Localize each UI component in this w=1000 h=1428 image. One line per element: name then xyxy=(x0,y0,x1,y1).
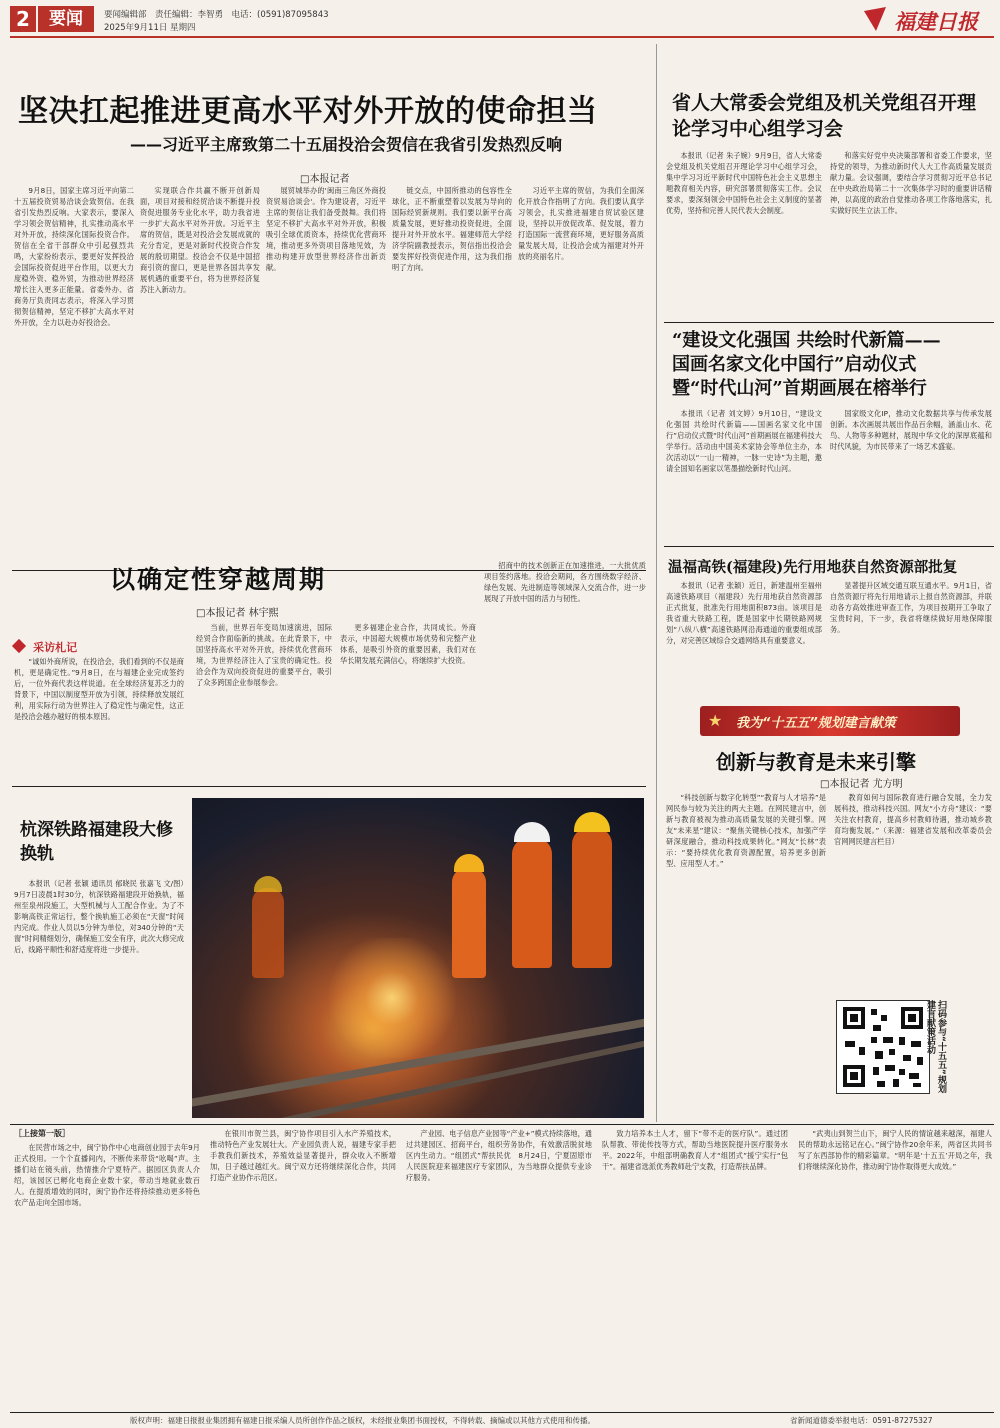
culture-headline-1: “建设文化强国 共绘时代新篇—— xyxy=(672,330,941,351)
cycle-byline: □本报记者 林宇熙 xyxy=(196,608,279,619)
cycle-headline: 以确定性穿越周期 xyxy=(110,565,327,594)
culture-rule xyxy=(664,546,994,547)
rail-photo-text: 本报讯（记者 张颖 通讯员 郁晓民 张嘉飞 文/图）9月7日凌晨1时30分，杭深铁路福建段开始换轨，福州至泉州段施工，大型机械与人工配合作业。为了不影响高铁正常运行，整个换轨施工必须在“天窗”时间内完成。作业人员以5分钟为单位，对340分钟的“天窗”时间精细划分，确保施工安全有序，此次大修完成后，线路平顺性和舒适度将进一步提升。 xyxy=(14,879,184,954)
lead-column-1: 9月8日，国家主席习近平向第二十五届投资贸易洽谈会致贺信。在我省引发热烈反响。大家表示，要深入学习领会贺信精神，扎实推动高水平对外开放，持续深化国际投资合作。贺信在全省干部群众中引起强烈共鸣，大家纷纷表示，要更好发挥投洽会国际投资促进平台作用，以更大力度稳外资、稳外贸，为推动世界经济增长注入更多正能量。省委外办、省商务厅负责同志表示，将深入学习贯彻贺信精神，坚定不移扩大高水平对外开放，全力以赴办好投洽会。 xyxy=(14,186,134,327)
cycle-bottom-rule xyxy=(12,786,646,787)
innovation-banner-text: 我为“十五五”规划建言献策 xyxy=(736,716,896,731)
renda-headline: 省人大常委会党组及机关党组召开理论学习中心组学习会 xyxy=(672,92,977,140)
date-line: 2025年9月11日 星期四 xyxy=(104,23,196,33)
report-hotline: 省新闻道德委举报电话：0591-87275327 xyxy=(790,1416,933,1425)
rail-approval-column-2: 显著提升区域交通互联互通水平。9月1日，省自然资源厅将先行用地请示上报自然资源部，并联动各方高效推进审查工作，为项目按期开工争取了宝贵时间，下一步，我省将继续做好用地保障服务。 xyxy=(830,581,992,634)
interview-notes-text: “诚如外商所说，在投洽会，我们看到的不仅是商机，更是确定性。”9月8日，在与福建企业完成签约后，一位外商代表这样说道。在全球经济复苏乏力的背景下，中国以制度型开放为引领，持续释放发展红利，用实际行动为世界注入了稳定性与确定性，这正是投洽会越办越好的根本原因。 xyxy=(14,657,184,721)
renda-rule xyxy=(664,322,994,323)
innovation-column-1: “科技创新与数字化转型”“教育与人才培养”是网民参与较为关注的两大主题。在网民建言中，创新与教育被视为推动高质量发展的关键引擎。网友“未来星”建议：“聚焦关键核心技术，加强产学研深度融合，推动科技成果转化。”网友“长林”表示：“要持续优化教育资源配置，培养更多创新型、应用型人才。” xyxy=(666,793,826,868)
worker-helmet-1 xyxy=(454,854,484,872)
notes-tag-icon xyxy=(12,639,26,653)
rail-approval-column-1: 本报讯（记者 张颖）近日，新建温州至福州高速铁路项目（福建段）先行用地获自然资源部正式批复，批准先行用地面积873亩。该项目是我省重大铁路工程，既是国家中长期铁路网规划“八纵八横”高速铁路网沿海通道的重要组成部分，对完善区域综合交通网络具有重要意义。 xyxy=(666,581,822,645)
section-badge xyxy=(38,6,94,32)
culture-headline-3: 暨“时代山河”首期画展在榕举行 xyxy=(672,378,927,399)
lead-headline: 坚决扛起推进更高水平对外开放的使命担当 xyxy=(18,94,598,129)
culture-column-2: 国家级文化IP，推动文化数据共享与传承发展创新。本次画展共展出作品百余幅，涵盖山水、花鸟、人物等多种题材，展现中华文化的深厚底蕴和时代风貌，为市民带来了一场艺术盛宴。 xyxy=(830,409,992,451)
copyright-notice: 版权声明：福建日报报业集团拥有福建日报采编人员所创作作品之版权，未经报业集团书面授权，不得转载、摘编或以其他方式使用和传播。 xyxy=(130,1416,595,1425)
innovation-headline: 创新与教育是未来引擎 xyxy=(716,750,916,774)
innovation-column-2: 教育如何与国际教育进行融合发展，全力发展科技，推动科技兴国。网友“小方舟”建议：“要关注农村教育，提高乡村教师待遇，推动城乡教育均衡发展。”（来源：福建省发展和改革委员会官网网民建言栏目） xyxy=(834,793,992,846)
worker-2 xyxy=(512,838,552,968)
right-column-divider xyxy=(656,44,657,1122)
worker-helmet-3 xyxy=(574,812,610,832)
rail-approval-headline: 温福高铁(福建段)先行用地获自然资源部批复 xyxy=(668,559,958,576)
bottom-column-1: 在民营市场之中，闽宁协作中心电商创业园于去年9月正式投用。一个个直播间内，不断传来带货“吆喝”声。主播们站在镜头前，热情推介宁夏特产。据园区负责人介绍，该园区已孵化电商企业数十家，带动当地就业数百人。在提质增效的同时，闽宁协作还将持续推动更多特色农产品走向全国市场。 xyxy=(14,1143,200,1207)
worker-helmet-2 xyxy=(514,822,550,842)
continued-label: ［上接第一版］ xyxy=(14,1129,70,1138)
bottom-column-3: 产业园、电子信息产业园等“产业+”模式持续落地，通过共建园区、招商平台，组织劳务协作，有效激活脱贫地区内生动力。“组团式”帮扶民优 8月24日，宁夏固原市人民医院迎来福建医疗专家团队，为当地群众提供专业诊疗服务。 xyxy=(406,1129,592,1182)
culture-headline-2: 国画名家文化中国行”启动仪式 xyxy=(672,354,917,375)
lead-column-5: 习近平主席的贺信，为我们全面深化开放合作指明了方向。我们要认真学习领会，扎实推进福建自贸试验区建设，坚持以开放促改革、促发展，着力打造国际一流营商环境，更好服务高质量发展大局，让投洽会成为福建对外开放的亮丽名片。 xyxy=(518,186,644,261)
section-title: 要闻 xyxy=(49,9,83,29)
page-number: 2 xyxy=(16,7,30,31)
renda-column-1: 本报讯（记者 朱子婉）9月9日，省人大常委会党组及机关党组召开理论学习中心组学习会，集中学习习近平新时代中国特色社会主义思想主题教育相关内容，研究部署贯彻落实工作。会议要求，要深刻领会中国特色社会主义制度的显著优势，坚持和完善人民代表大会制度。 xyxy=(666,151,822,215)
lead-column-3: 展贸城举办的'闽南三角区外商投资贸易洽谈会'。作为建设者，习近平主席的贺信让我们备受鼓舞。我们将坚定不移扩大高水平对外开放，积极吸引全球优质资本，持续优化营商环境，推动更多外资项目落地见效，为推动构建开放型世界经济作出新贡献。 xyxy=(266,186,386,272)
bottom-section-rule xyxy=(10,1124,994,1125)
page-number-badge xyxy=(10,6,36,32)
notes-tag-text: 采访札记 xyxy=(33,641,78,654)
logo-mark-icon xyxy=(862,5,890,33)
culture-column-1: 本报讯（记者 刘文婷）9月10日，“建设文化强国 共绘时代新篇——国画名家文化中国行”启动仪式暨“时代山河”首期画展在福建科技大学举行。活动由中国美术家协会等单位主办，本次活动以“一山一精神，一脉一史诗”为主题，邀请全国知名画家以笔墨描绘新时代山河。 xyxy=(666,409,822,473)
worker-4 xyxy=(252,888,284,978)
header-rule xyxy=(10,36,994,38)
worker-1 xyxy=(452,868,486,978)
lead-byline: □本报记者 xyxy=(300,174,350,185)
innovation-banner xyxy=(700,706,960,736)
footer-rule xyxy=(10,1412,994,1413)
lead-subhead: ——习近平主席致第二十五届投洽会贺信在我省引发热烈反响 xyxy=(130,135,563,154)
qr-caption: 扫码参与“十五五”规划建言献策活动 xyxy=(925,1000,946,1093)
qr-code-icon xyxy=(837,1001,929,1093)
bottom-column-4: 致力培养本土人才，留下“带不走的医疗队”。通过团队帮教、带徒传技等方式，帮助当地医院提升医疗服务水平。2022年，中组部明确教育人才“组团式”援宁实行“包干”。福建省选派优秀教师赴宁支教，打造帮扶品牌。 xyxy=(602,1129,788,1171)
interview-notes-tag xyxy=(14,636,94,652)
renda-column-2: 和落实好党中央决策部署和省委工作要求，坚持党的领导，为推动新时代人大工作高质量发展贡献力量。会议强调，要结合学习贯彻习近平总书记在中央政治局第二十一次集体学习时的重要讲话精神，以高度的政治自觉推动各项工作落地落实，扎实做好民生立法工作。 xyxy=(830,151,992,215)
editors-line: 要闻编辑部 责任编辑：李智勇 电话：(0591)87095843 xyxy=(104,10,329,20)
rail-photo-headline: 杭深铁路福建段大修换轨 xyxy=(20,820,173,864)
lead-column-2: 实现联合作共赢不断开创新局面，项目对接和经贸洽谈不断提升投资促进服务专业化水平，助力我省进一步扩大高水平对外开放。习近平主席的贺信，既是对投洽会发展成就的充分肯定，更是对新时代投资合作发展的殷切期望。投洽会不仅是中国招商引资的窗口，更是世界各国共享发展机遇的重要平台，将为世界经济复苏注入新动力。 xyxy=(140,186,260,294)
worker-helmet-4 xyxy=(254,876,282,892)
cycle-column-2: 更多福建企业合作，共同成长。外商表示，中国超大规模市场优势和完整产业体系，是吸引外资的重要因素，我们对在华长期发展充满信心，将继续扩大投资。 xyxy=(340,623,476,665)
qr-code[interactable] xyxy=(836,1000,930,1094)
masthead-logo xyxy=(862,4,994,34)
banner-star-icon: ★ xyxy=(708,711,723,730)
innovation-byline: □本报记者 尤方明 xyxy=(820,779,903,790)
bottom-column-2: 在银川市贺兰县，闽宁协作项目引入水产养殖技术，推动特色产业发展壮大。产业园负责人说，福建专家手把手教我们新技术，养殖效益显著提升，群众收入不断增加，日子越过越红火。闽宁双方还将继续深化合作，共同打造产业协作示范区。 xyxy=(210,1129,396,1182)
cycle-column-3: 招商中的技术创新正在加速推进，一大批优质项目签约落地。投洽会期间，各方围绕数字经济、绿色发展、先进制造等领域深入交流合作，进一步展现了开放中国的活力与韧性。 xyxy=(484,561,646,603)
cycle-column-1: 当前，世界百年变局加速演进，国际经贸合作面临新的挑战。在此背景下，中国坚持高水平对外开放，持续优化营商环境，为世界经济注入了宝贵的确定性。投洽会作为双向投资促进的重要平台，吸引了众多跨国企业参展参会。 xyxy=(196,623,332,687)
bottom-column-5: “武夷山到贺兰山下，闽宁人民的情谊越来越深，福建人民的帮助永远铭记在心。”闽宁协作20余年来，两省区共同书写了东西部协作的精彩篇章。“明年是‘十五五’开局之年，我们将继续深化协作，推动闽宁协作取得更大成效。” xyxy=(798,1129,992,1171)
logo-text: 福建日报 xyxy=(894,9,978,34)
rail-maintenance-photo xyxy=(192,798,644,1118)
worker-3 xyxy=(572,828,612,968)
lead-column-4: 链交点，中国所推动的包容性全球化，正不断重塑着以发展为导向的国际经贸新规则。我们要以新平台高质量发展，更好推动投资促进，全面提升对外开放水平。福建师范大学经济学院副教授表示，贺信指出投洽会要发挥好投资促进作用，这为我们指明了方向。 xyxy=(392,186,512,272)
